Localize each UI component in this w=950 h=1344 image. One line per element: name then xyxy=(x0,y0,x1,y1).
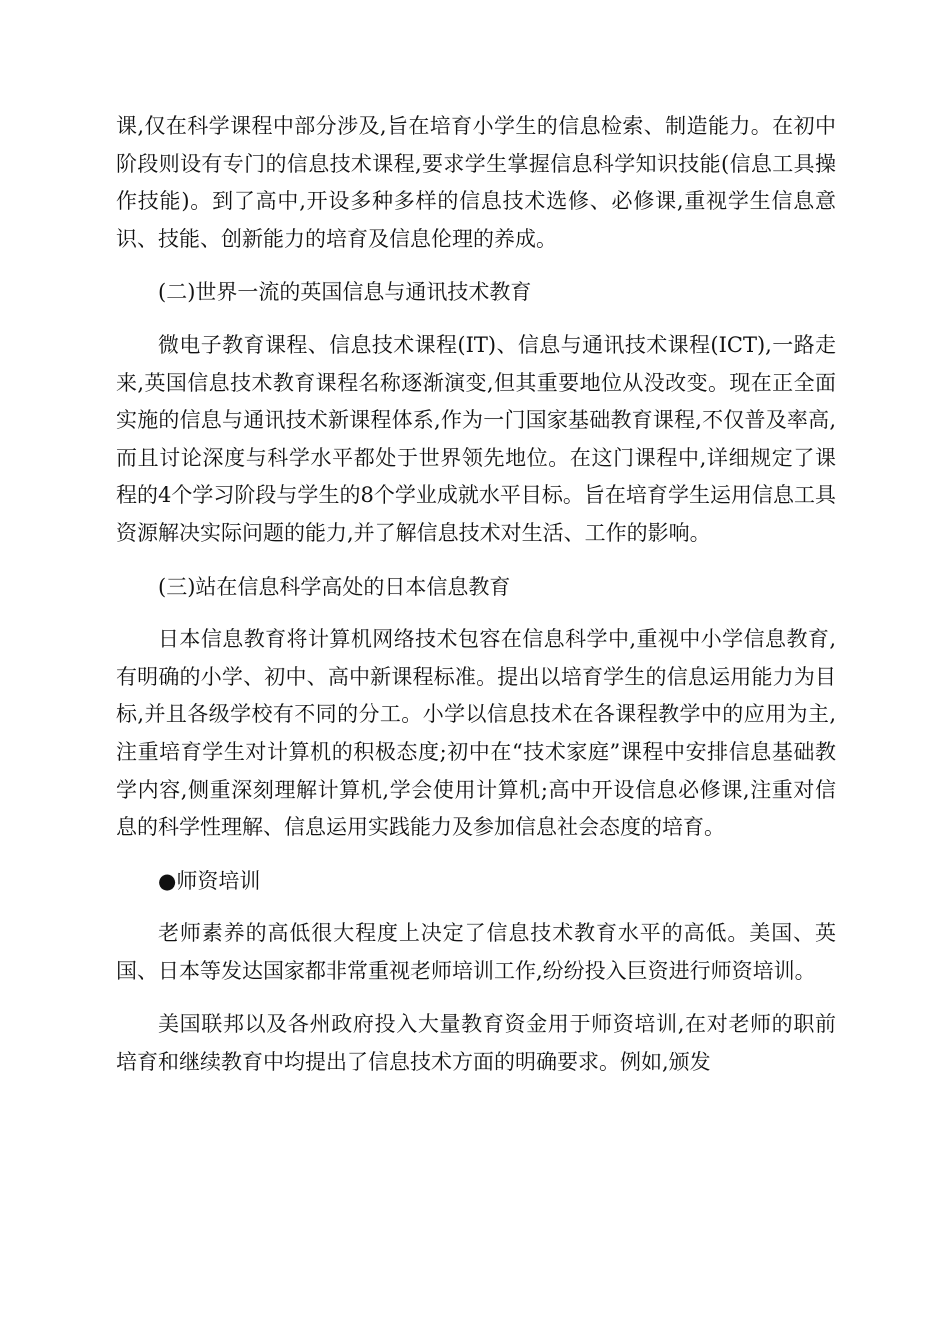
paragraph-teacher-quality: 老师素养的高低很大程度上决定了信息技术教育水平的高低。美国、英国、日本等发达国家都非常重视老师培训工作,纷纷投入巨资进行师资培训。 xyxy=(116,921,836,983)
section-heading-teacher-training: ●师资培训 xyxy=(158,868,261,893)
paragraph-us-funding: 美国联邦以及各州政府投入大量教育资金用于师资培训,在对老师的职前培育和继续教育中均提出了信息技术方面的明确要求。例如,颁发 xyxy=(116,1012,836,1075)
section-heading-japan: (三)站在信息科学高处的日本信息教育 xyxy=(158,574,511,599)
paragraph-japan-education: 日本信息教育将计算机网络技术包容在信息科学中,重视中小学信息教育,有明确的小学、初中、高中新课程标准。提出以培育学生的信息运用能力为目标,并且各级学校有不同的分工。小学以信息技术在各课程教学中的应用为主,注重培育学生对计算机的积极态度;初中在“技术家庭”课程中安排信息基础教学内容,侧重深刻理解计算机,学会使用计算机;高中开设信息必修课,注重对信息的科学性理解、信息运用实践能力及参加信息社会态度的培育。 xyxy=(116,627,836,840)
paragraph-continuation: 课,仅在科学课程中部分涉及,旨在培育小学生的信息检索、制造能力。在初中阶段则设有专门的信息技术课程,要求学生掌握信息科学知识技能(信息工具操作技能)。到了高中,开设多种多样的信息技术选修、必修课,重视学生信息意识、技能、创新能力的培育及信息伦理的养成。 xyxy=(116,114,836,251)
section-heading-uk: (二)世界一流的英国信息与通讯技术教育 xyxy=(158,280,532,305)
paragraph-uk-ict: 微电子教育课程、信息技术课程(IT)、信息与通讯技术课程(ICT),一路走来,英国信息技术教育课程名称逐渐演变,但其重要地位从没改变。现在正全面实施的信息与通讯技术新课程体系,作为一门国家基础教育课程,不仅普及率高,而且讨论深度与科学水平都处于世界领先地位。在这门课程中,详细规定了课程的4个学习阶段与学生的8个学业成就水平目标。旨在培育学生运用信息工具资源解决实际问题的能力,并了解信息技术对生活、工作的影响。 xyxy=(116,332,836,545)
document-body xyxy=(116,108,836,1098)
